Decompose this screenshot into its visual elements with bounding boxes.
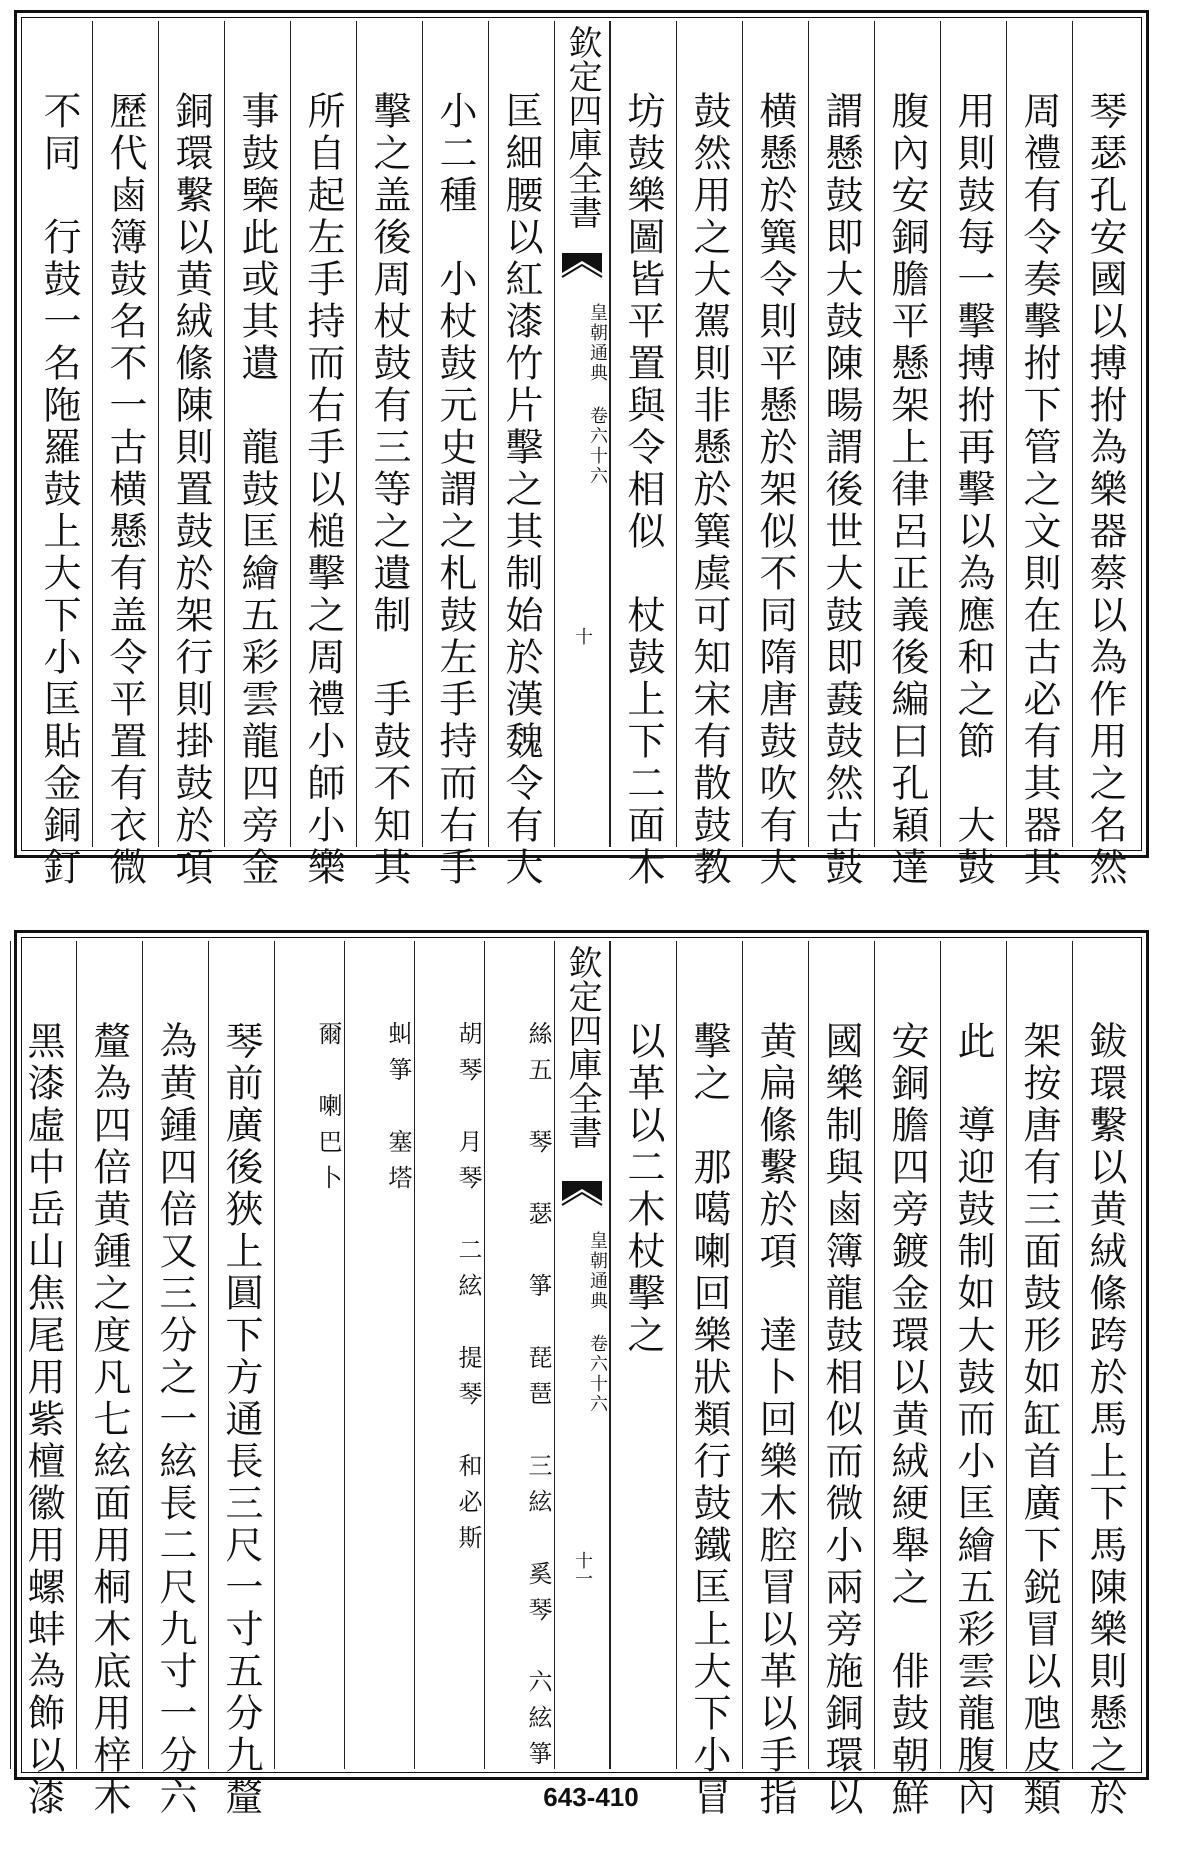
text-column: 國樂制與鹵簿龍鼓相似而微小兩旁施銅環以 <box>808 941 874 1769</box>
page-number: 十一 <box>572 1551 593 1587</box>
fish-tail-mark-icon <box>559 253 605 293</box>
text-column: 架按唐有三面鼓形如缸首廣下鋭冒以虺皮類 <box>1006 941 1072 1769</box>
text-column: 以革以二木杖擊之 <box>610 941 676 1769</box>
book-title: 欽定四庫全書 <box>562 25 602 229</box>
text-column: 安銅膽四旁鍍金環以黄絨綆舉之 俳鼓朝鮮 <box>874 941 940 1769</box>
text-column: 歷代鹵簿鼓名不一古横懸有盖令平置有衣微 <box>92 21 158 847</box>
text-column: 横懸於簨令則平懸於架似不同隋唐鼓吹有大 <box>742 21 808 847</box>
annotation-column: 胡琴 月琴 二絃 提琴 和必斯 <box>414 941 484 1769</box>
text-column: 鈸環繫以黄絨絛跨於馬上下馬陳樂則懸之於 <box>1072 941 1138 1769</box>
text-column: 小二種 小杖鼓元史謂之札鼓左手持而右手 <box>422 21 488 847</box>
text-column: 謂懸鼓即大鼓陳暘謂後世大鼓即鼖鼓然古鼓 <box>808 21 874 847</box>
text-column <box>0 941 10 1769</box>
volume-label: 皇朝通典 卷六十六 <box>587 1231 608 1414</box>
volume-label: 皇朝通典 卷六十六 <box>587 303 608 486</box>
text-column: 為黄鍾四倍又三分之一絃長二尺九寸一分六 <box>142 941 208 1769</box>
text-column: 擊之 那噶喇回樂狀類行鼓鐵匡上大下小冒 <box>676 941 742 1769</box>
text-column: 事鼓㯺此或其遺 龍鼓匡繪五彩雲龍四旁金 <box>224 21 290 847</box>
page-number: 十 <box>572 627 593 645</box>
annotation-column: 爾 喇巴卜 <box>274 941 344 1769</box>
text-column: 所自起左手持而右手以槌擊之周禮小師小樂 <box>290 21 356 847</box>
annotation-column: 虯箏 塞塔 <box>344 941 414 1769</box>
text-column: 匡細腰以紅漆竹片擊之其制始於漢魏令有大 <box>488 21 554 847</box>
top-page <box>14 10 1149 889</box>
text-column: 黄扁絛繫於項 達卜回樂木腔冒以革以手指 <box>742 941 808 1769</box>
text-column: 不同 行鼓一名陁羅鼓上大下小匡貼金銅釘 <box>37 91 81 889</box>
center-spine <box>554 941 610 1769</box>
center-spine <box>554 21 610 847</box>
text-column: 琴瑟孔安國以搏拊為樂器蔡以為作用之名然 <box>1072 21 1138 847</box>
text-column: 擊之盖後周杖鼓有三等之遺制 手鼓不知其 <box>356 21 422 847</box>
book-title: 欽定四庫全書 <box>562 945 602 1149</box>
catalog-footer: 643-410 <box>543 1782 639 1812</box>
fish-tail-mark-icon <box>559 1181 605 1221</box>
top-page-columns <box>25 21 1138 889</box>
text-column: 坊鼓樂圖皆平置與令相似 杖鼓上下二面木 <box>610 21 676 847</box>
text-column: 琴前廣後狹上圓下方通長三尺一寸五分九釐 <box>208 941 274 1769</box>
text-column: 用則鼓每一擊搏拊再擊以為應和之節 大鼓 <box>940 21 1006 847</box>
text-column: 周禮有令奏擊拊下管之文則在古必有其器其 <box>1006 21 1072 847</box>
text-column: 黑漆虛中岳山焦尾用紫檀徽用螺蚌為飾以漆 <box>10 941 76 1769</box>
text-column: 銅環繫以黄絨絛陳則置鼓於架行則掛鼓於項 <box>158 21 224 847</box>
text-column: 鼓然用之大駕則非懸於簨虡可知宋有散鼓教 <box>676 21 742 847</box>
text-column: 此 導迎鼓制如大鼓而小匡繪五彩雲龍腹內 <box>940 941 1006 1769</box>
annotation-column: 絲五 琴 瑟 箏 琵琶 三絃 奚琴 六絃箏 <box>484 941 554 1769</box>
text-column: 腹內安銅膽平懸架上律呂正義後編曰孔穎達 <box>874 21 940 847</box>
text-column: 釐為四倍黄鍾之度凡七絃面用桐木底用梓木 <box>76 941 142 1769</box>
